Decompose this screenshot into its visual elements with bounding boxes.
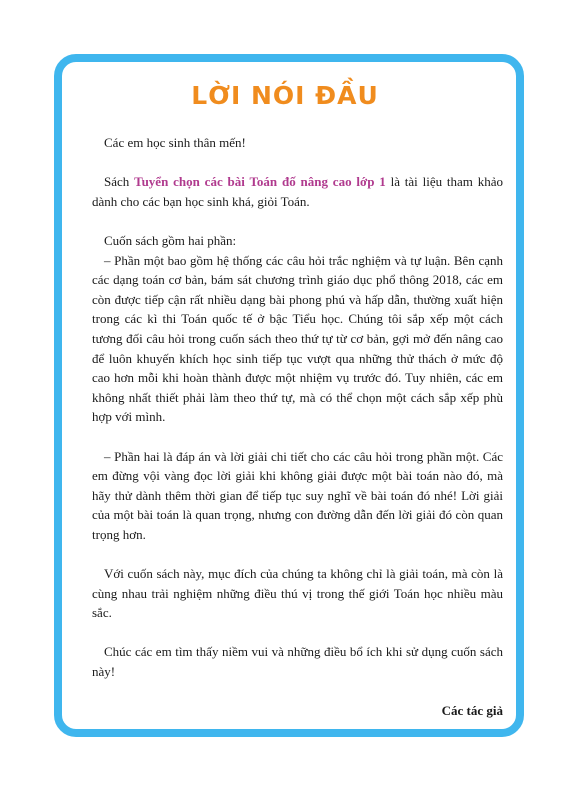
- signature: Các tác giả: [441, 703, 503, 719]
- purpose-paragraph: Với cuốn sách này, mục đích của chúng ta không chỉ là giải toán, mà còn là cùng nhau trải nghiệm những điều thú vị trong thế giới Toán học nhiều màu sắc.: [92, 566, 503, 621]
- book-title: Tuyển chọn các bài Toán đố nâng cao lớp 1: [134, 174, 386, 190]
- greeting: Các em học sinh thân mến!: [104, 135, 246, 150]
- part-two-paragraph: – Phần hai là đáp án và lời giải chi tiết cho các câu hỏi trong phần một. Các em đừng vội vàng đọc lời giải khi không giải được một bài toán nào đó, mà hãy thử dành thêm thời gian để tiếp tục suy nghĩ về bài toán đó nhé! Lời giải của một bài toán là quan trọng, nhưng con đường dẫn đến lời giải đó còn quan trọng hơn.: [92, 448, 503, 542]
- preface-body: [92, 133, 503, 721]
- wish-paragraph: Chúc các em tìm thấy niềm vui và những điều bổ ích khi sử dụng cuốn sách này!: [92, 644, 503, 680]
- part-one-paragraph: – Phần một bao gồm hệ thống các câu hỏi trắc nghiệm và tự luận. Bên cạnh các dạng toán cơ bản, bám sát chương trình giáo dục phổ thông 2018, các em còn được tiếp cận rất nhiều dạng bài phong phú và hấp dẫn, thường xuất hiện trong các kì thi Toán quốc tế ở bậc Tiểu học. Chúng tôi sắp xếp một cách tương đối câu hỏi trong cuốn sách theo thứ tự từ cơ bản, gợi mở đến nâng cao để luôn khuyến khích học sinh tiếp tục vượt qua những thử thách ở mức độ cao hơn mỗi khi hoàn thành được một nhiệm vụ trước đó. Tuy nhiên, các em không nhất thiết phải làm theo thứ tự, mà có thể chọn một cách sắp xếp phù hợp với mình.: [92, 252, 503, 425]
- intro-paragraph: [92, 172, 503, 211]
- intro-suffix: là tài liệu tham khảo dành cho các bạn học sinh khá, giỏi Toán.: [92, 174, 503, 209]
- intro-prefix: Sách: [104, 174, 135, 190]
- page-title: LỜI NÓI ĐẦU: [191, 81, 379, 110]
- parts-intro: Cuốn sách gồm hai phần:: [104, 232, 237, 248]
